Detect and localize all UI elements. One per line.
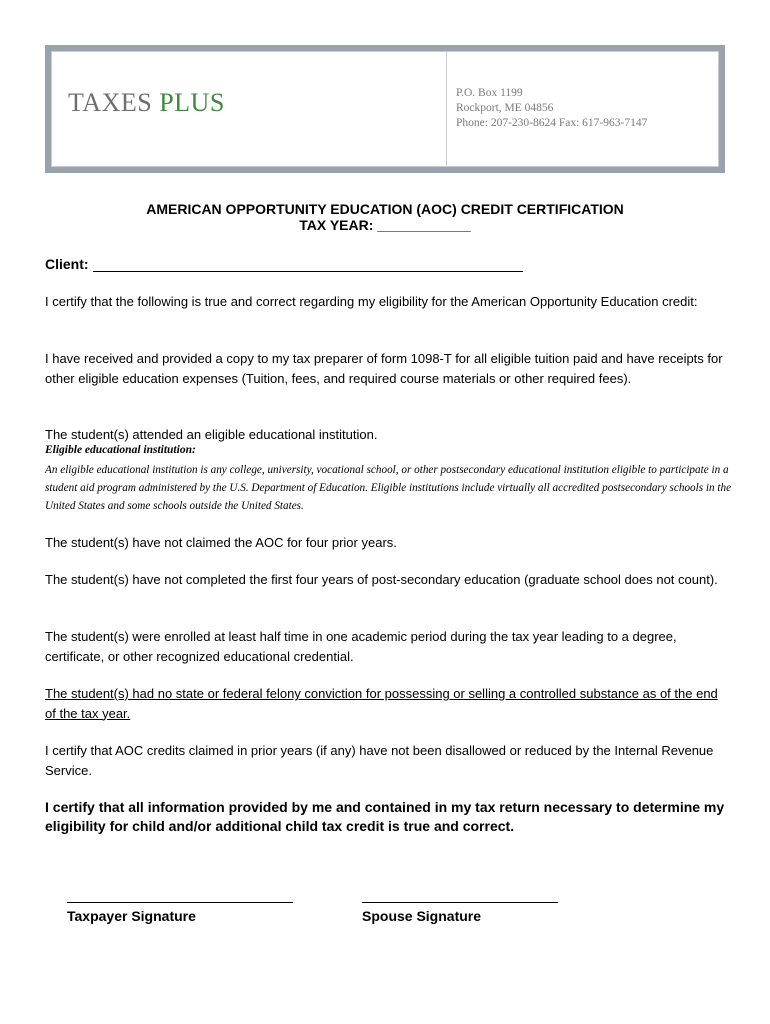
not-completed-paragraph: The student(s) have not completed the first four years of post-secondary education (graduate school does not count).: [45, 572, 718, 587]
form-tax-year: TAX YEAR: ____________: [299, 217, 471, 233]
eligible-institution-heading: Eligible educational institution:: [45, 444, 196, 456]
letterhead-logo-cell: [52, 52, 447, 166]
not-claimed-paragraph: The student(s) have not claimed the AOC for four prior years.: [45, 535, 397, 550]
final-certification: I certify that all information provided by me and contained in my tax return necessary to determine my eligibility for child and/or additional child tax credit is true and correct.: [45, 799, 725, 834]
enrolled-paragraph: The student(s) were enrolled at least half time in one academic period during the tax year leading to a degree, certificate, or other recognized educational credential.: [45, 629, 677, 664]
felony-paragraph: The student(s) had no state or federal felony conviction for possessing or selling a controlled substance as of the end of the tax year.: [45, 686, 718, 721]
client-label: Client:: [45, 256, 89, 272]
logo-word-plus: PLUS: [159, 88, 225, 117]
form-title-main: AMERICAN OPPORTUNITY EDUCATION (AOC) CREDIT CERTIFICATION: [146, 201, 624, 217]
taxpayer-signature-label: Taxpayer Signature: [67, 902, 293, 924]
eligible-institution-definition: An eligible educational institution is any college, university, vocational school, or other postsecondary educational institution eligible to participate in a student aid program administered by the U.S. Department of Education. Eligible institutions include virtually all accredited postsecondary schools in the United States and some schools outside the United States.: [45, 464, 732, 512]
address-po-box: P.O. Box 1199: [456, 87, 523, 99]
logo-word-taxes: TAXES: [68, 88, 153, 117]
company-logo: [68, 88, 225, 118]
prior-years-paragraph: I certify that AOC credits claimed in prior years (if any) have not been disallowed or reduced by the Internal Revenue Service.: [45, 743, 714, 778]
address-phone-fax: Phone: 207-230-8624 Fax: 617-963-7147: [456, 117, 648, 129]
spouse-signature-block[interactable]: [362, 902, 558, 924]
spouse-signature-label: Spouse Signature: [362, 902, 558, 924]
address-city: Rockport, ME 04856: [456, 102, 554, 114]
form-title: [0, 201, 770, 233]
letterhead: [45, 45, 725, 173]
letterhead-inner: [51, 51, 719, 167]
letterhead-address-cell: [447, 52, 718, 166]
intro-paragraph: I certify that the following is true and correct regarding my eligibility for the American Opportunity Education credit:: [45, 294, 698, 309]
client-blank-line[interactable]: [93, 257, 523, 272]
form-1098t-paragraph: I have received and provided a copy to my tax preparer of form 1098-T for all eligible tuition paid and have receipts for other eligible education expenses (Tuition, fees, and required course materials or other required fees).: [45, 351, 723, 386]
institution-paragraph: The student(s) attended an eligible educational institution.: [45, 427, 378, 442]
company-address: [456, 86, 647, 131]
client-field: [45, 256, 523, 272]
taxpayer-signature-block[interactable]: [67, 902, 293, 924]
